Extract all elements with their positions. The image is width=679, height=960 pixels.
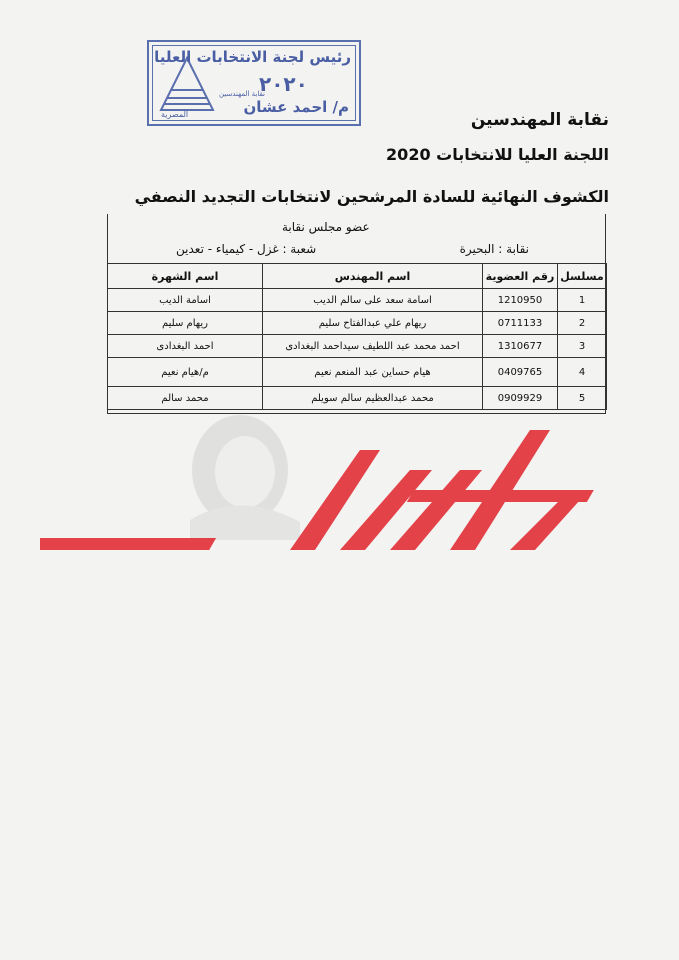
table-row (108, 335, 607, 358)
table-header-row (108, 264, 607, 289)
cell-alias: محمد سالم (108, 387, 263, 410)
cell-name: ريهام علي عبدالفتاح سليم (263, 312, 483, 335)
watermark-brand-shape (40, 430, 594, 550)
cell-serial: 2 (558, 312, 607, 335)
watermark-logo (40, 410, 640, 580)
cell-membership: 0409765 (483, 358, 558, 387)
col-header-serial: مسلسل (558, 264, 607, 289)
syndicate-label: نقابة : البحيرة (459, 242, 529, 256)
org-heading: نقابة المهندسين (470, 110, 609, 130)
cell-membership: 0711133 (483, 312, 558, 335)
stamp-name: م/ احمد عشان (243, 98, 349, 116)
position-label: عضو مجلس نقابة (282, 220, 370, 234)
col-header-name: اسم المهندس (263, 264, 483, 289)
stamp-org-small: نقابة المهندسين (219, 90, 265, 98)
table-row (108, 289, 607, 312)
cell-name: هيام حساين عبد المنعم نعيم (263, 358, 483, 387)
cell-alias: اسامة الديب (108, 289, 263, 312)
cell-alias: ريهام سليم (108, 312, 263, 335)
cell-serial: 5 (558, 387, 607, 410)
stamp-year: ٢٠٢٠ (259, 72, 308, 96)
cell-name: احمد محمد عبد اللطيف سيداحمد البغدادى (263, 335, 483, 358)
col-header-alias: اسم الشهرة (108, 264, 263, 289)
stamp-org-small-2: المصرية (161, 110, 189, 119)
cell-name: محمد عبدالعظيم سالم سويلم (263, 387, 483, 410)
cell-serial: 4 (558, 358, 607, 387)
cell-membership: 1210950 (483, 289, 558, 312)
cell-serial: 1 (558, 289, 607, 312)
candidates-table (107, 263, 607, 410)
cell-membership: 1310677 (483, 335, 558, 358)
cell-alias: احمد البغدادى (108, 335, 263, 358)
committee-heading: اللجنة العليا للانتخابات 2020 (386, 145, 609, 164)
portrait-logo-icon (190, 415, 300, 540)
table-row (108, 387, 607, 410)
document-title: الكشوف النهائية للسادة المرشحين لانتخابات التجديد النصفي (134, 187, 609, 206)
cell-alias: م/هيام نعيم (108, 358, 263, 387)
official-stamp (147, 40, 361, 126)
cell-serial: 3 (558, 335, 607, 358)
stamp-title: رئيس لجنة الانتخابات العليا (154, 48, 351, 66)
table-row (108, 312, 607, 335)
cell-name: اسامة سعد على سالم الديب (263, 289, 483, 312)
col-header-membership: رقم العضوية (483, 264, 558, 289)
table-row (108, 358, 607, 387)
cell-membership: 0909929 (483, 387, 558, 410)
branch-label: شعبة : غزل - كيمياء - تعدين (176, 242, 317, 256)
